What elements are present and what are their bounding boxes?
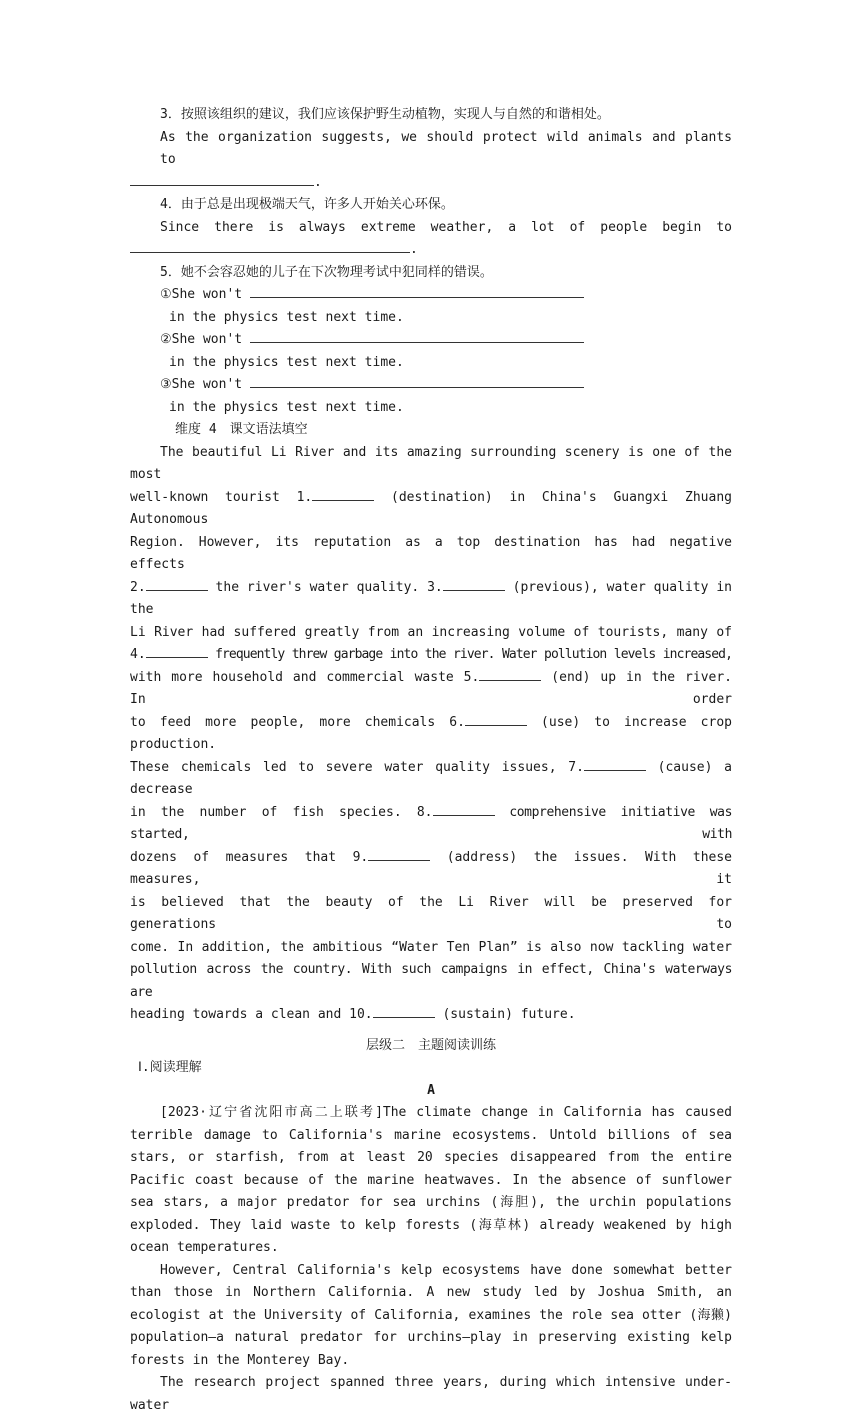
cloze-blank-5[interactable] <box>479 667 541 681</box>
cloze-text: to feed more people, more chemicals 6. <box>130 714 465 730</box>
cloze-text: the river's water quality. 3. <box>207 579 443 595</box>
q5-item-3 <box>130 374 732 397</box>
passage-paragraph-3: The research project spanned three years, during which intensive under-water <box>130 1375 732 1413</box>
cloze-blank-10[interactable] <box>373 1004 435 1018</box>
cloze-text: (end) up in the river. In order <box>130 669 733 707</box>
q5-item-2 <box>130 329 732 352</box>
cloze-text: with more household and commercial waste 5. <box>130 669 480 685</box>
cloze-text: These chemicals led to severe water quality issues, 7. <box>130 759 584 775</box>
q5-item-1 <box>130 284 732 307</box>
cloze-line: come. In addition, the ambitious “Water Ten Plan” is also now tackling water <box>130 939 732 955</box>
cloze-blank-7[interactable] <box>584 757 646 771</box>
cloze-text: frequently threw garbage into the river. Water pollution levels increased, <box>207 647 732 662</box>
cloze-line <box>130 487 732 532</box>
cloze-blank-2[interactable] <box>146 577 208 591</box>
cloze-blank-1[interactable] <box>312 487 374 501</box>
passage-paragraph-1: [2023·辽宁省沈阳市高二上联考]The climate change in California has caused terrible damage to California's marine ecosystems. Untold billions of sea stars, or starfish, from at least 20 species disappeared from the entire Pacific coast because of the marine heatwaves. In the absence of sunflower sea stars, a major predator for sea urchins (海胆), the urchin populations exploded. They laid waste to kelp forests (海草林) already weakened by high ocean temperatures. <box>130 1105 732 1255</box>
cloze-line <box>130 644 732 667</box>
level-2-heading: 层级二 主题阅读训练 <box>365 1037 496 1053</box>
cloze-line: is believed that the beauty of the Li River will be preserved for generations to <box>130 894 732 932</box>
cloze-text: (previous), water quality in the <box>130 579 732 617</box>
passage-letter: A <box>427 1082 435 1098</box>
cloze-line <box>130 847 732 892</box>
cloze-blank-4[interactable] <box>146 644 208 658</box>
q4-english: Since there is always extreme weather, a lot of people begin to <box>160 219 732 235</box>
cloze-text: heading towards a clean and 10. <box>130 1007 373 1022</box>
cloze-line: Region. However, its reputation as a top destination has had negative effects <box>130 534 732 572</box>
cloze-line: pollution across the country. With such campaigns in effect, China's waterways are <box>130 962 732 1000</box>
content-area <box>130 104 732 1417</box>
q5-chinese: 5．她不会容忍她的儿子在下次物理考试中犯同样的错误。 <box>160 264 493 280</box>
q5-item-2-start: ②She won't <box>160 332 243 347</box>
q5-item-1-cont: in the physics test next time. <box>169 309 404 325</box>
cloze-line <box>130 712 732 757</box>
answer-blank[interactable] <box>250 374 584 388</box>
q4-chinese: 4．由于总是出现极端天气，许多人开始关心环保。 <box>160 197 454 212</box>
cloze-line <box>130 667 732 712</box>
answer-blank[interactable] <box>250 329 584 343</box>
q5-item-1-start: ①She won't <box>160 287 243 302</box>
cloze-text: 2. <box>130 579 146 595</box>
cloze-text: comprehensive initiative was started, with <box>130 804 733 842</box>
cloze-text: (sustain) future. <box>434 1007 576 1022</box>
section-reading-heading: Ⅰ.阅读理解 <box>138 1060 202 1075</box>
answer-blank[interactable] <box>130 172 314 186</box>
cloze-text: (address) the issues. With these measures, it <box>130 849 733 887</box>
q5-item-2-cont: in the physics test next time. <box>169 354 404 370</box>
cloze-text: well-known tourist 1. <box>130 489 313 505</box>
cloze-blank-6[interactable] <box>465 712 527 726</box>
passage-paragraph-2: However, Central California's kelp ecosystems have done somewhat better than those in Northern California. A new study led by Joshua Smith, an ecologist at the University of California, examines the role sea otter (海獭) population—a natural predator for urchins—play in preserving existing kelp forests in the Monterey Bay. <box>130 1262 732 1368</box>
cloze-text: 4. <box>130 647 146 662</box>
cloze-line <box>130 577 732 622</box>
cloze-blank-3[interactable] <box>443 577 505 591</box>
cloze-text: (cause) a decrease <box>130 759 732 797</box>
answer-blank[interactable] <box>130 239 410 253</box>
cloze-text: (destination) in China's Guangxi Zhuang Autonomous <box>130 489 732 527</box>
cloze-line <box>130 757 732 802</box>
cloze-text: dozens of measures that 9. <box>130 849 369 865</box>
dimension-4-heading: 维度 4 课文语法填空 <box>175 422 308 437</box>
cloze-passage <box>130 442 732 1027</box>
cloze-blank-9[interactable] <box>368 847 430 861</box>
cloze-line <box>130 1004 732 1027</box>
q5-item-3-start: ③She won't <box>160 377 243 392</box>
q3-english: As the organization suggests, we should protect wild animals and plants to <box>160 129 732 167</box>
q3-period: . <box>314 174 322 190</box>
cloze-text: in the number of fish species. 8. <box>130 804 433 820</box>
q4-answer-line <box>130 239 732 262</box>
q3-answer-line <box>130 172 732 195</box>
cloze-line: Li River had suffered greatly from an increasing volume of tourists, many of <box>130 624 732 640</box>
q3-chinese: 3．按照该组织的建议，我们应该保护野生动植物，实现人与自然的和谐相处。 <box>160 107 610 122</box>
spacer <box>130 1027 732 1035</box>
q5-item-3-cont: in the physics test next time. <box>169 399 404 415</box>
q4-period: . <box>410 242 418 257</box>
cloze-blank-8[interactable] <box>433 802 495 816</box>
cloze-text: (use) to increase crop production. <box>130 714 732 752</box>
answer-blank[interactable] <box>250 284 584 298</box>
cloze-line <box>130 802 732 847</box>
cloze-line: The beautiful Li River and its amazing surrounding scenery is one of the most <box>130 444 732 482</box>
